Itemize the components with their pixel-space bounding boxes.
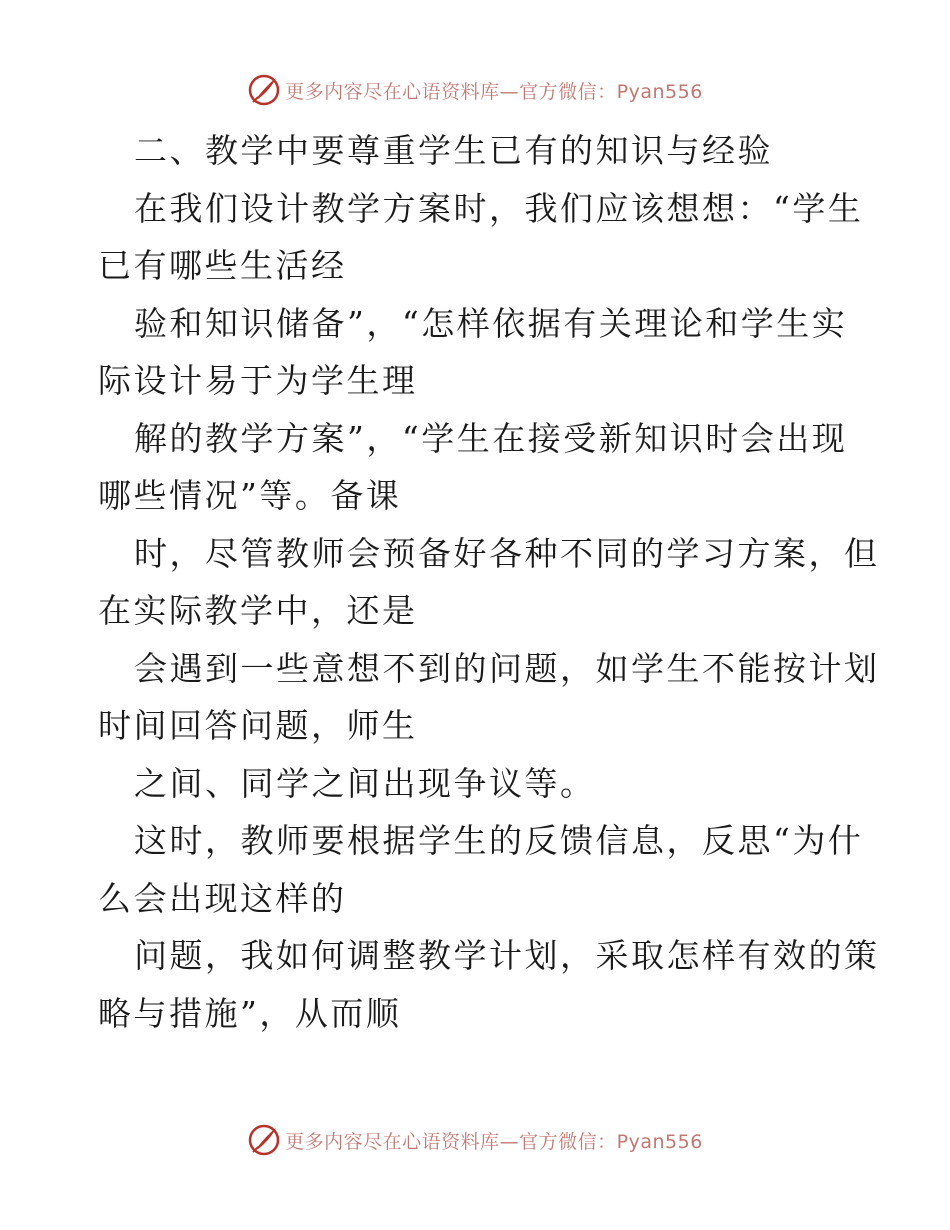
paragraph-line: 之间、同学之间出现争议等。 xyxy=(134,763,596,803)
footer-watermark xyxy=(0,1122,950,1158)
paragraph-line: 这时，教师要根据学生的反馈信息，反思“为什 xyxy=(134,821,864,860)
watermark-text: 更多内容尽在心语资料库—官方微信：Pyan556 xyxy=(285,1130,703,1153)
quill-pen-circle-icon xyxy=(247,1123,281,1157)
paragraph-line: 在实际教学中，还是 xyxy=(98,591,418,630)
paragraph-line: 在我们设计教学方案时，我们应该想想：“学生 xyxy=(134,188,864,228)
paragraph-line: 哪些情况”等。备课 xyxy=(98,476,402,515)
paragraph-line: 时间回答问题，师生 xyxy=(98,706,418,745)
paragraph-line: 问题，我如何调整教学计划，采取怎样有效的策 xyxy=(134,936,880,975)
document-body xyxy=(98,122,880,1042)
paragraph-line: 验和知识储备”，“怎样依据有关理论和学生实 xyxy=(134,303,848,343)
paragraph-line: 际设计易于为学生理 xyxy=(98,361,418,400)
section-heading: 二、教学中要尊重学生已有的知识与经验 xyxy=(134,131,773,170)
paragraph-line: 会遇到一些意想不到的问题，如学生不能按计划 xyxy=(134,648,880,688)
paragraph-line: 略与措施”，从而顺 xyxy=(98,993,402,1033)
paragraph-line: 时，尽管教师会预备好各种不同的学习方案，但 xyxy=(134,533,880,573)
paragraph-line: 已有哪些生活经 xyxy=(98,246,347,285)
quill-pen-circle-icon xyxy=(247,73,281,107)
paragraph-line: 么会出现这样的 xyxy=(98,878,347,918)
paragraph-line: 解的教学方案”，“学生在接受新知识时会出现 xyxy=(134,418,848,458)
watermark-text: 更多内容尽在心语资料库—官方微信：Pyan556 xyxy=(285,80,703,103)
header-watermark xyxy=(0,72,950,108)
